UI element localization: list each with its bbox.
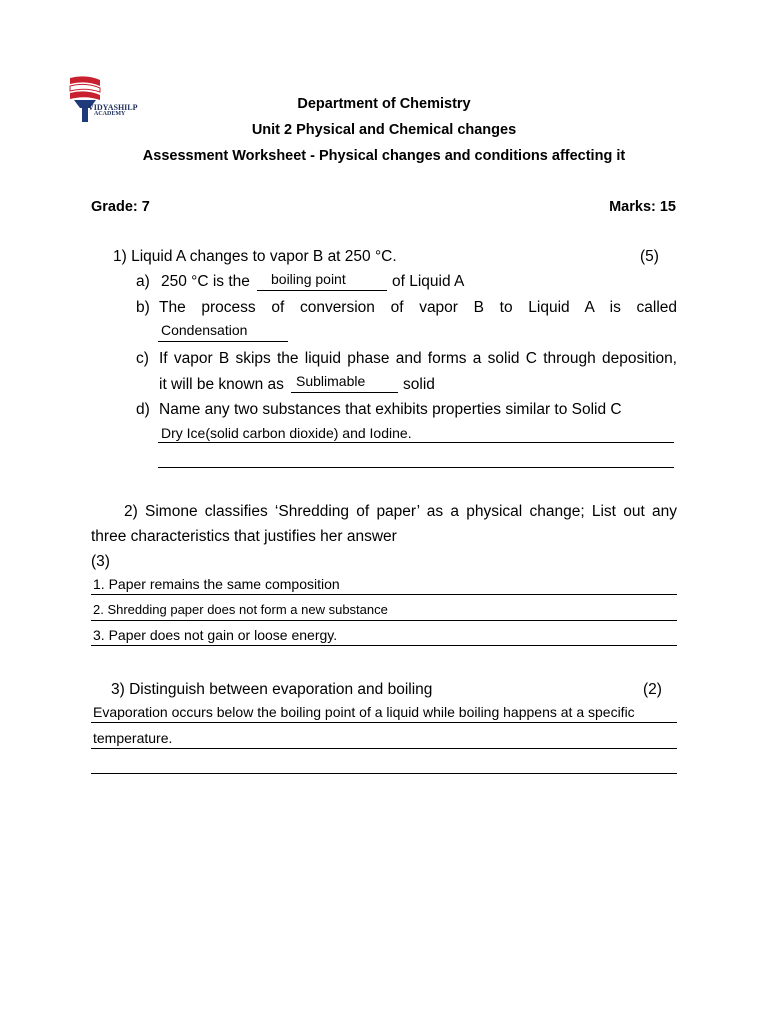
unit-title: Unit 2 Physical and Chemical changes (251, 122, 517, 138)
q3-answer-rule-3 (91, 773, 677, 774)
q1a-before: 250 °C is the (161, 273, 250, 290)
grade-label: Grade: 7 (91, 199, 150, 215)
q1c-answer-line (291, 392, 398, 393)
q1b-label: b) (136, 299, 150, 316)
q1a-answer-line (257, 290, 387, 291)
q1c-label: c) (136, 350, 149, 367)
q3-stem: 3) Distinguish between evaporation and boiling (111, 681, 433, 698)
school-name-line2: ACADEMY (94, 111, 126, 117)
q3-answer-rule-2 (91, 748, 677, 749)
q1d-answer: Dry Ice(solid carbon dioxide) and Iodine. (161, 425, 412, 441)
q1d-answer-line (158, 442, 674, 443)
q1d-text: Name any two substances that exhibits properties similar to Solid C (159, 401, 622, 418)
q1c-answer: Sublimable (296, 373, 366, 389)
q1a-after: of Liquid A (392, 273, 465, 290)
q2-answer-line-2 (91, 620, 677, 621)
q3-answer-rule-1 (91, 722, 677, 723)
department-title: Department of Chemistry (297, 96, 471, 112)
q2-line2: three characteristics that justifies her answer (91, 528, 397, 545)
q3-marks: (2) (643, 681, 662, 698)
q2-answer-line-1 (91, 594, 677, 595)
q1a-answer: boiling point (271, 271, 346, 287)
q2-answer-3: 3. Paper does not gain or loose energy. (93, 627, 338, 643)
q1-marks: (5) (640, 248, 659, 265)
school-name-line1: VIDYASHILP (88, 103, 138, 112)
q1d-extra-line (158, 467, 674, 468)
q1c-before: it will be known as (159, 376, 284, 393)
q2-marks: (3) (91, 553, 110, 570)
q2-answer-2: 2. Shredding paper does not form a new substance (93, 602, 388, 617)
q1b-text: The process of conversion of vapor B to Liquid A is called (159, 299, 677, 316)
q1d-label: d) (136, 401, 150, 418)
q1b-answer-line (158, 341, 288, 342)
q1b-answer: Condensation (161, 322, 248, 338)
q1c-after: solid (403, 376, 435, 393)
q2-answer-1: 1. Paper remains the same composition (93, 576, 340, 592)
q3-answer-line1: Evaporation occurs below the boiling point of a liquid while boiling happens at a specific (93, 704, 635, 720)
q2-line1: 2) Simone classifies ‘Shredding of paper’ as a physical change; List out any (124, 503, 677, 520)
q1-stem: 1) Liquid A changes to vapor B at 250 °C. (113, 248, 397, 265)
q2-answer-line-3 (91, 645, 677, 646)
q1a-label: a) (136, 273, 150, 290)
marks-label: Marks: 15 (609, 199, 676, 215)
q1c-line1: If vapor B skips the liquid phase and forms a solid C through deposition, (159, 350, 677, 367)
worksheet-title: Assessment Worksheet - Physical changes and conditions affecting it (142, 148, 626, 164)
q3-answer-line2: temperature. (93, 730, 173, 746)
